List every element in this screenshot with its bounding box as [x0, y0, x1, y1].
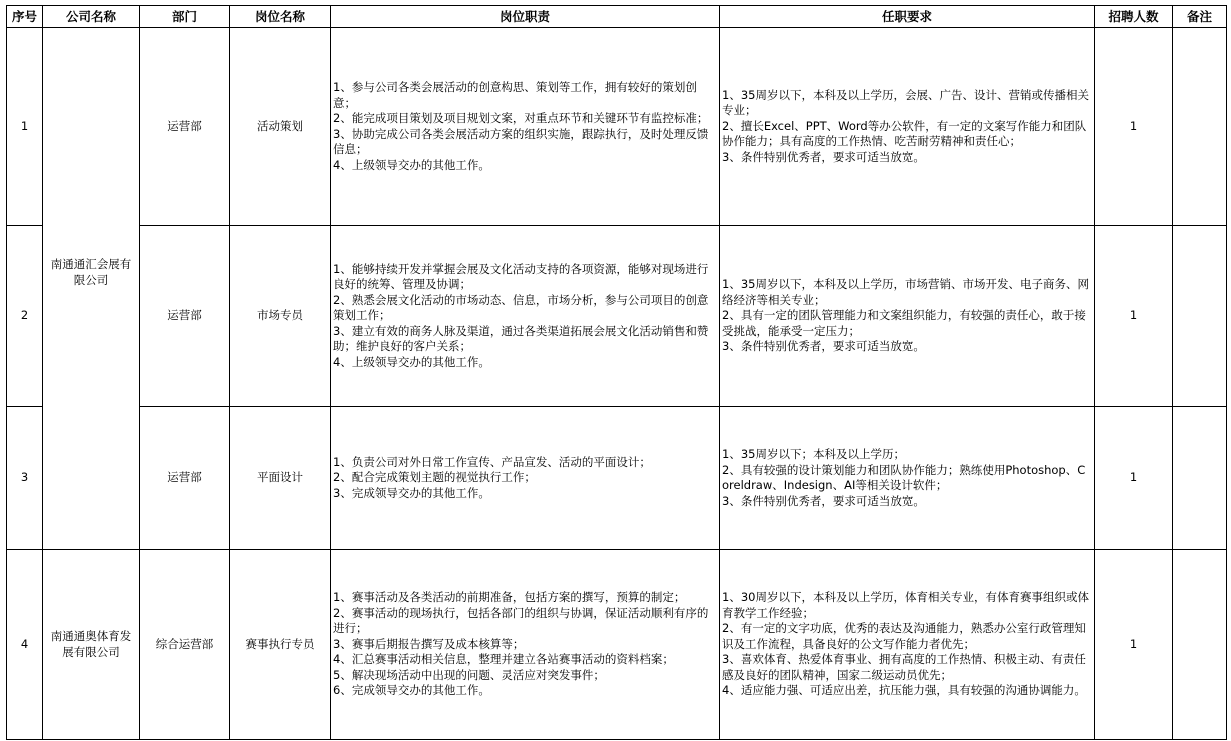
cell-no: 1 — [7, 28, 43, 226]
requirement-line: 2、具有一定的团队管理能力和文案组织能力，有较强的责任心，敢于接受挑战，能承受一定压力； — [722, 308, 1086, 338]
cell-requirements — [720, 28, 1095, 226]
requirement-line: 2、具有较强的设计策划能力和团队协作能力；熟练使用Photoshop、Coreldraw、Indesign、AI等相关设计软件； — [722, 462, 1086, 492]
duty-line: 3、建立有效的商务人脉及渠道，通过各类渠道拓展会展文化活动销售和赞助；维护良好的客户关系； — [333, 323, 709, 354]
cell-no: 2 — [7, 226, 43, 407]
cell-requirements — [720, 407, 1095, 550]
table-row — [7, 550, 1227, 740]
duty-line: 1、参与公司各类会展活动的创意构思、策划等工作，拥有较好的策划创意； — [333, 80, 697, 110]
duty-line: 2、赛事活动的现场执行，包括各部门的组织与协调，保证活动顺利有序的进行； — [333, 605, 709, 636]
cell-dept: 运营部 — [140, 226, 230, 407]
header-company: 公司名称 — [43, 6, 140, 28]
cell-no: 4 — [7, 550, 43, 740]
cell-position: 活动策划 — [230, 28, 331, 226]
requirement-line: 1、30周岁以下，本科及以上学历，体育相关专业，有体育赛事组织或体育教学工作经验； — [722, 590, 1089, 620]
requirement-line: 3、条件特别优秀者，要求可适当放宽。 — [722, 493, 925, 508]
cell-dept: 综合运营部 — [140, 550, 230, 740]
duty-line: 2、熟悉会展文化活动的市场动态、信息，市场分析，参与公司项目的创意策划工作； — [333, 292, 709, 323]
cell-requirements — [720, 550, 1095, 740]
duty-line: 1、能够持续开发并掌握会展及文化活动支持的各项资源，能够对现场进行良好的统筹、管理及协调； — [333, 261, 709, 292]
cell-company — [43, 28, 140, 550]
cell-count: 1 — [1095, 28, 1173, 226]
duty-line: 2、配合完成策划主题的视觉执行工作； — [333, 470, 536, 485]
requirement-line: 3、喜欢体育、热爱体育事业、拥有高度的工作热情、积极主动、有责任感及良好的团队精神，国家二级运动员优先； — [722, 652, 1086, 682]
duty-line: 4、上级领导交办的其他工作。 — [333, 157, 490, 172]
header-count: 招聘人数 — [1095, 6, 1173, 28]
header-position: 岗位名称 — [230, 6, 331, 28]
cell-dept: 运营部 — [140, 407, 230, 550]
header-remark: 备注 — [1173, 6, 1227, 28]
duty-line: 4、汇总赛事活动相关信息，整理并建立各站赛事活动的资料档案； — [333, 652, 674, 667]
duty-line: 3、赛事后期报告撰写及成本核算等； — [333, 636, 525, 651]
duty-line: 1、赛事活动及各类活动的前期准备，包括方案的撰写，预算的制定； — [333, 590, 686, 605]
duty-line: 6、完成领导交办的其他工作。 — [333, 683, 490, 698]
cell-dept: 运营部 — [140, 28, 230, 226]
header-requirements: 任职要求 — [720, 6, 1095, 28]
cell-requirements — [720, 226, 1095, 407]
cell-duties — [331, 407, 720, 550]
cell-remark — [1173, 226, 1227, 407]
cell-count: 1 — [1095, 550, 1173, 740]
requirement-line: 2、擅长Excel、PPT、Word等办公软件，有一定的文案写作能力和团队协作能力；具有高度的工作热情、吃苦耐劳精神和责任心； — [722, 118, 1087, 149]
duty-line: 4、上级领导交办的其他工作。 — [333, 354, 490, 369]
duty-line: 1、负责公司对外日常工作宣传、产品宣发、活动的平面设计； — [333, 454, 651, 469]
requirement-line: 1、35周岁以下；本科及以上学历； — [722, 447, 905, 461]
cell-duties — [331, 226, 720, 407]
duty-line: 3、协助完成公司各类会展活动方案的组织实施，跟踪执行，及时处理反馈信息； — [333, 126, 709, 156]
requirement-line: 1、35周岁以下，本科及以上学历，市场营销、市场开发、电子商务、网络经济等相关专业； — [722, 277, 1089, 307]
header-duties: 岗位职责 — [331, 6, 720, 28]
table-row — [7, 407, 1227, 550]
cell-position: 平面设计 — [230, 407, 331, 550]
requirement-line: 2、有一定的文字功底，优秀的表达及沟通能力，熟悉办公室行政管理知识及工作流程，具备良好的公文写作能力者优先； — [722, 621, 1086, 651]
duty-line: 5、解决现场活动中出现的问题、灵活应对突发事件； — [333, 667, 605, 682]
requirement-line: 3、条件特别优秀者，要求可适当放宽。 — [722, 149, 925, 164]
cell-remark — [1173, 550, 1227, 740]
requirement-line: 4、适应能力强、可适应出差，抗压能力强，具有较强的沟通协调能力。 — [722, 683, 1086, 698]
cell-no: 3 — [7, 407, 43, 550]
job-table — [6, 5, 1227, 740]
cell-count: 1 — [1095, 407, 1173, 550]
cell-duties — [331, 550, 720, 740]
cell-company: 南通通奥体育发展有限公司 — [43, 550, 140, 740]
cell-position: 市场专员 — [230, 226, 331, 407]
duty-line: 3、完成领导交办的其他工作。 — [333, 485, 490, 500]
duty-line: 2、能完成项目策划及项目规划文案，对重点环节和关键环节有监控标准； — [333, 111, 709, 125]
cell-duties — [331, 28, 720, 226]
requirement-line: 3、条件特别优秀者，要求可适当放宽。 — [722, 339, 925, 354]
requirement-line: 1、35周岁以下，本科及以上学历，会展、广告、设计、营销或传播相关专业； — [722, 87, 1089, 118]
cell-remark — [1173, 28, 1227, 226]
header-row — [7, 6, 1227, 28]
header-no: 序号 — [7, 6, 43, 28]
table-row — [7, 226, 1227, 407]
cell-position: 赛事执行专员 — [230, 550, 331, 740]
company-name: 南通通汇会展有限公司 — [50, 257, 132, 287]
cell-remark — [1173, 407, 1227, 550]
table-row — [7, 28, 1227, 226]
cell-count: 1 — [1095, 226, 1173, 407]
header-dept: 部门 — [140, 6, 230, 28]
